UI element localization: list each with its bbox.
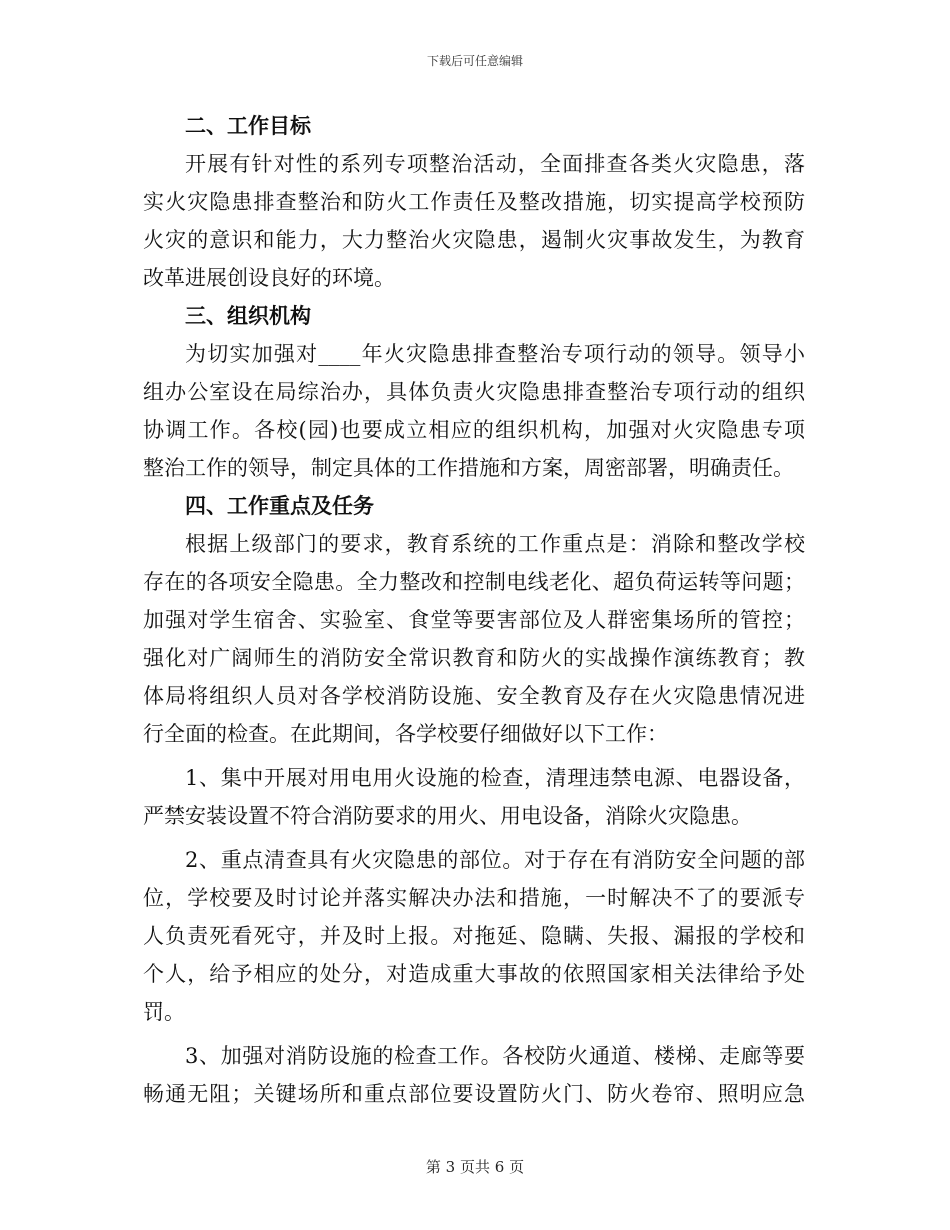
section-title-tasks: 四、工作重点及任务 xyxy=(185,494,374,518)
text-line: 改革进展创设良好的环境。 xyxy=(143,266,395,290)
text-line: 体局将组织人员对各学校消防设施、安全教育及存在火灾隐患情况进 xyxy=(143,684,805,708)
text-line: 加强对学生宿舍、实验室、食堂等要害部位及人群密集场所的管控； xyxy=(143,608,805,632)
text-line: 位，学校要及时讨论并落实解决办法和措施，一时解决不了的要派专 xyxy=(143,886,805,910)
paragraph-organization xyxy=(143,335,805,487)
text-line: 实火灾隐患排查整治和防火工作责任及整改措施，切实提高学校预防 xyxy=(143,190,805,214)
page-header: 下载后可任意编辑 xyxy=(426,54,523,68)
paragraph-goals xyxy=(143,145,805,297)
page-footer: 第 3 页共 6 页 xyxy=(425,1158,525,1176)
text-line: 行全面的检查。在此期间，各学校要仔细做好以下工作： xyxy=(143,722,668,746)
text-line: 个人，给予相应的处分，对造成重大事故的依照国家相关法律给予处 xyxy=(143,962,805,986)
text-line: 为切实加强对____年火灾隐患排查整治专项行动的领导。领导小 xyxy=(185,342,805,366)
text-line: 强化对广阔师生的消防安全常识教育和防火的实战操作演练教育；教 xyxy=(143,646,805,670)
text-line: 组办公室设在局综治办，具体负责火灾隐患排查整治专项行动的组织 xyxy=(143,380,805,404)
paragraph-item-3 xyxy=(143,1037,805,1113)
text-line: 严禁安装设置不符合消防要求的用火、用电设备，消除火灾隐患。 xyxy=(143,804,752,828)
text-line: 整治工作的领导，制定具体的工作措施和方案，周密部署，明确责任。 xyxy=(143,456,794,480)
text-line: 罚。 xyxy=(143,1000,185,1024)
text-line: 畅通无阻；关键场所和重点部位要设置防火门、防火卷帘、照明应急 xyxy=(143,1082,805,1106)
paragraph-tasks xyxy=(143,525,805,753)
text-line: 开展有针对性的系列专项整治活动，全面排查各类火灾隐患，落 xyxy=(185,152,805,176)
text-line: 协调工作。各校(园)也要成立相应的组织机构，加强对火灾隐患专项 xyxy=(143,418,805,442)
paragraph-item-1 xyxy=(143,759,805,835)
section-title-organization: 三、组织机构 xyxy=(185,304,311,328)
text-line: 火灾的意识和能力，大力整治火灾隐患，遏制火灾事故发生，为教育 xyxy=(143,228,805,252)
text-line: 3、加强对消防设施的检查工作。各校防火通道、楼梯、走廊等要 xyxy=(185,1044,805,1068)
text-line: 根据上级部门的要求，教育系统的工作重点是：消除和整改学校 xyxy=(185,532,805,556)
document-body xyxy=(143,107,805,1113)
text-line: 存在的各项安全隐患。全力整改和控制电线老化、超负荷运转等问题； xyxy=(143,570,805,594)
text-line: 1、集中开展对用电用火设施的检查，清理违禁电源、电器设备， xyxy=(185,766,805,790)
paragraph-item-2 xyxy=(143,841,805,1031)
text-line: 2、重点清查具有火灾隐患的部位。对于存在有消防安全问题的部 xyxy=(185,848,805,872)
text-line: 人负责死看死守，并及时上报。对拖延、隐瞒、失报、漏报的学校和 xyxy=(143,924,805,948)
section-title-goals: 二、工作目标 xyxy=(185,114,311,138)
